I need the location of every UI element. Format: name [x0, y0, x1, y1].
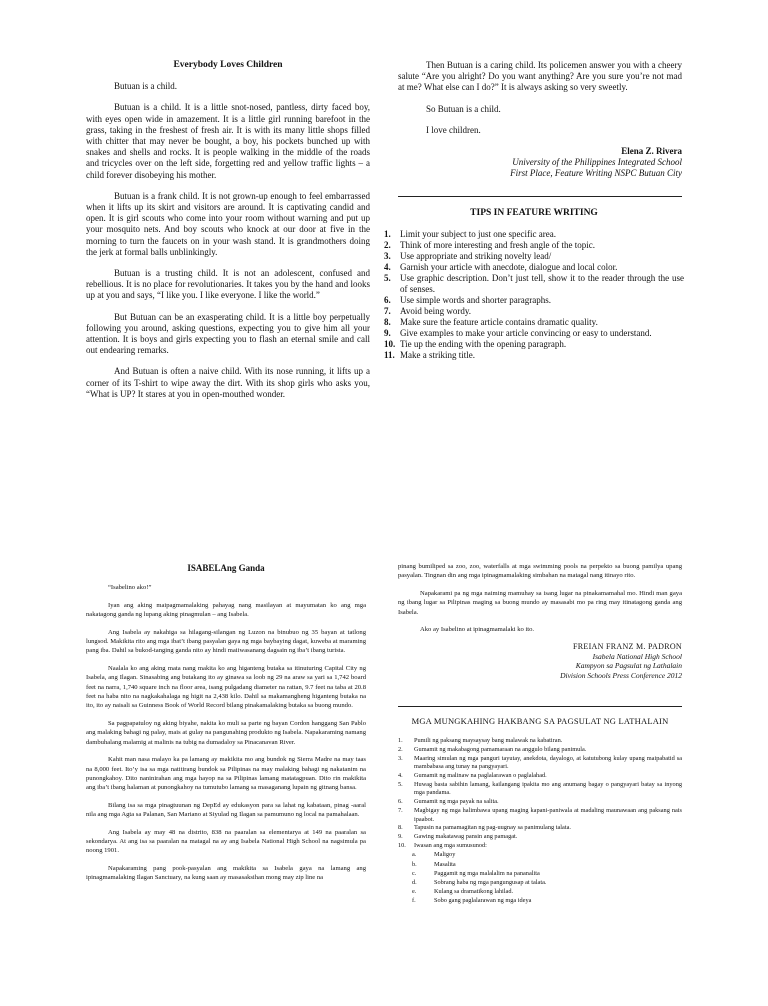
tips-list	[384, 229, 684, 361]
mungkahi-item-text: Maaring simulan ng mga panguri tayutay, anekdota, dayalogo, at katutubong kulay upang maipabatid sa mambabasa ang tunay na pangyayari.	[414, 754, 682, 771]
tip-item	[384, 240, 684, 251]
tip-item-text: Make sure the feature article contains dramatic quality.	[400, 317, 598, 328]
tip-item-number: 11.	[384, 350, 395, 361]
mungkahi-item-number: 10.	[398, 841, 406, 849]
mungkahi-sublist	[398, 850, 682, 905]
paragraph: And Butuan is often a naive child. With its nose running, it lifts up a corner of its T-shirt to wipe away the dirt. With its shop girls who asks you, “What is UP? It stares at you in open-mouthed wonder.	[86, 366, 370, 399]
mungkahi-subitem	[412, 860, 682, 869]
mungkahi-item-text: Gumamit ng mga payak na salita.	[414, 798, 499, 806]
tip-item	[384, 317, 684, 328]
paragraph: Ang Isabela ay nakahiga sa hilagang-silangan ng Luzon na binubuo ng 35 bayan at tatlong lungsod. Makikita rito ang mga ibat’t ibang pasyalan gaya ng mga baybaying dagat, kuweba at maraming pang iba. Dahil sa bukod-tanging ganda nito ay hindi maiiwasanang dagsain ng iba’t ibang turista.	[86, 628, 366, 655]
tips-section	[384, 208, 684, 361]
mungkahi-item-text: Gawing makatawag pansin ang pamagat.	[414, 832, 518, 840]
mungkahi-subitem	[412, 887, 682, 896]
paragraph: “Isabelino ako!”	[108, 584, 152, 592]
tip-item	[384, 229, 684, 240]
mungkahi-subitem	[412, 878, 682, 887]
mungkahi-subitem	[412, 896, 682, 905]
paragraph: Iyan ang aking maipagmamalaking pahayag nang masilayan at mayumatan ko ang mga nakatagong ganda ng lupang aking pinagmulan – ang Isabela.	[86, 601, 366, 619]
mungkahi-item-number: 5.	[398, 780, 403, 788]
tip-item-number: 9.	[384, 328, 391, 339]
paragraph: Napakaraming pang pook-pasyalan ang makikita sa Isabela gaya na lamang ang ipinagmamalaking Ilagan Sanctuary, na kung saan ay masasaksihan mong may zip line na	[86, 864, 366, 882]
paragraph: Bilang isa sa mga pinagtuunan ng DepEd ay edukasyon para sa lahat ng kabataan, pinag -aaral nila ang mga Agta sa Palanan, San Mariano at Siyulad ng Ilagan sa pamumuno ng local na pamahalaan.	[86, 801, 366, 819]
mungkahi-item	[398, 772, 682, 781]
mungkahi-item	[398, 755, 682, 772]
tip-item	[384, 251, 684, 262]
article-title: Everybody Loves Children	[173, 60, 283, 70]
paragraph: Ako ay Isabelino at ipinagmamalaki ko ito.	[420, 626, 535, 634]
paragraph: I love children.	[426, 124, 481, 135]
mungkahi-item-number: 6.	[398, 798, 403, 806]
mungkahi-title: MGA MUNGKAHING HAKBANG SA PAGSULAT NG LATHALAIN	[411, 716, 669, 726]
mungkahi-item-number: 9.	[398, 832, 403, 840]
mungkahi-subitem-number: f.	[412, 897, 416, 905]
article-title: ISABELAng Ganda	[187, 563, 265, 573]
mungkahi-item-text: Gumamit ng malinaw na paglalarawan o paglalahad.	[414, 772, 547, 780]
section-divider	[398, 706, 682, 707]
author-award: Kampyon sa Pagsulat ng Lathalain	[575, 661, 682, 671]
article-continuation	[398, 60, 682, 180]
tip-item-number: 2.	[384, 240, 391, 251]
tip-item-text: Tie up the ending with the opening paragraph.	[400, 339, 567, 350]
tip-item	[384, 262, 684, 273]
paragraph: Butuan is a trusting child. It is not an adolescent, confused and rebellious. It is no place for revolutionaries. It takes you by the hand and looks up at you and says, “I like you. I like everyone. I like the world.”	[86, 268, 370, 301]
mungkahi-item-number: 8.	[398, 824, 403, 832]
tips-title: TIPS IN FEATURE WRITING	[470, 208, 598, 218]
section-divider	[398, 196, 682, 197]
author-name: FREIAN FRANZ M. PADRON	[573, 642, 682, 652]
tip-item-number: 3.	[384, 251, 391, 262]
paragraph: So Butuan is a child.	[426, 103, 501, 114]
mungkahi-item	[398, 807, 682, 824]
mungkahi-item-text: Huwag basta sabihin lamang, kailangang ipakita mo ang anumang bagay o pangyayari batay sa inyong mga pandama.	[414, 780, 682, 797]
mungkahi-subitem	[412, 869, 682, 878]
paragraph: Napakarami pa ng mga naiming mamuhay sa isang lugar na pinakamamahal mo. Hindi man gaya ng ibang lugar sa Pilipinas maging sa buong mundo ay masasabi mo pa ring may itinatagong ganda ang Isabela.	[398, 589, 682, 616]
tip-item	[384, 328, 684, 339]
mungkahi-item	[398, 842, 682, 851]
mungkahi-subitem-text: Kulang sa dramatikong lahilad.	[434, 888, 514, 896]
paragraph: Butuan is a child.	[114, 81, 177, 92]
mungkahi-item-text: Magbigay ng mga halimbawa upang maging kapani-paniwala at madaling maunawaan ang paksang nais ipaabot.	[414, 806, 682, 823]
tip-item	[384, 273, 684, 295]
mungkahi-subitem-number: e.	[412, 888, 417, 896]
mungkahi-subitem-text: Sobrang haba ng mga pangungusap at talata.	[434, 878, 547, 886]
author-school: Isabela National High School	[592, 651, 682, 661]
mungkahi-subitem-number: d.	[412, 878, 417, 886]
mungkahi-item-number: 1.	[398, 737, 403, 745]
tip-item-text: Use appropriate and striking novelty lead/	[400, 251, 552, 262]
mungkahi-item	[398, 781, 682, 798]
mungkahi-item	[398, 737, 682, 746]
tip-item-text: Make a striking title.	[400, 350, 475, 361]
paragraph: Sa pagpapatuloy ng aking biyahe, nakita ko muli sa parte ng bayan Cordon hanggang San Pablo ang malaking bahagi ng palay, mais at gulay na pangunahing produkto ng Isabela. Napakaraming namang dambuhalang malamig at malinis na tubig na dumadaloy sa Pinacanavan River.	[86, 719, 366, 746]
mungkahi-item	[398, 824, 682, 833]
tip-item	[384, 306, 684, 317]
mungkahi-item-number: 4.	[398, 772, 403, 780]
article-isabela-continuation	[398, 562, 682, 680]
mungkahi-item	[398, 798, 682, 807]
author-event: Division Schools Press Conference 2012	[560, 670, 682, 680]
mungkahi-item-text: Iwasan ang mga sumusunod:	[414, 841, 487, 849]
mungkahi-subitem-number: a.	[412, 851, 417, 859]
tip-item-text: Garnish your article with anecdote, dialogue and local color.	[400, 262, 618, 273]
tip-item-text: Give examples to make your article convincing or easy to understand.	[400, 328, 652, 339]
tip-item-text: Limit your subject to just one specific area.	[400, 229, 556, 240]
mungkahi-item-number: 2.	[398, 745, 403, 753]
mungkahi-subitem-number: c.	[412, 869, 417, 877]
tip-item-number: 5.	[384, 273, 391, 284]
tip-item-number: 6.	[384, 295, 391, 306]
mungkahi-subitem-text: Maligoy	[434, 851, 456, 859]
author-name: Elena Z. Rivera	[621, 146, 682, 157]
tip-item-number: 10.	[384, 339, 396, 350]
mungkahi-item-number: 7.	[398, 806, 403, 814]
mungkahi-subitem	[412, 850, 682, 859]
mungkahi-subitem-text: Paggamit ng mga malalalim na pananalita	[434, 869, 540, 877]
mungkahi-subitem-number: b.	[412, 860, 417, 868]
mungkahi-item-text: Gumamit ng makabagong pamamaraan na anggulo bilang panimula.	[414, 745, 587, 753]
paragraph: pinang bumiliped sa zoo, zoo, waterfalls at mga swimming pools na perpekto sa buong pamilya upang pasyalan. Tingnan din ang mga ipinagmamalaking simbahan na matagal nang itinayo rito.	[398, 563, 682, 580]
paragraph: Butuan is a child. It is a little snot-nosed, pantless, dirty faced boy, with eyes open wide in amazement. It is a little girl running barefoot in the grass, taking in the freshest of fresh air. It is with its many little shops filled with chitter that may never be bought, a boy, his pockets bunched up with snakes and shells and rocks. It is people walking in the middle of the roads and tricycles over on the left side, forgetting red and yellow traffic lights – a child forever disobeying his mother.	[86, 102, 370, 180]
article-isabela	[86, 564, 366, 891]
tip-item	[384, 350, 684, 361]
paragraph: Kahit man nasa malayo ka pa lamang ay makikita mo ang bundok ng Sierra Madre na may taas na 8,000 feet. Ito’y isa sa mga natitirang bundok sa Pilipinas na may malaking bahagi ng nakatanim na punongkahoy. Dito naninirahan ang mga hayop na sa Pilipinas lamang matatagpuan. Dito rin makikita ang iba’t ibang halaman at punongkahoy na tumutubo lamang sa masaganang lupain ng gitnang bansa.	[86, 756, 366, 792]
mungkahi-item	[398, 833, 682, 842]
mungkahi-section	[398, 716, 682, 906]
tip-item-number: 8.	[384, 317, 391, 328]
author-school: University of the Philippines Integrated School	[512, 157, 682, 168]
tip-item-number: 7.	[384, 306, 391, 317]
mungkahi-subitem-text: Sobo gang paglalarawan ng mga ideya	[434, 897, 532, 905]
mungkahi-list	[398, 737, 682, 850]
tip-item	[384, 339, 684, 350]
mungkahi-item	[398, 746, 682, 755]
article-everybody-loves-children	[86, 60, 370, 410]
tip-item-text: Avoid being wordy.	[400, 306, 471, 317]
paragraph: Butuan is a frank child. It is not grown-up enough to feel embarrassed when it lifts up its skirt and visitors are around. It is captivating candid and open. It is girl scouts who come into your room without warning and put up your mosquito nets. And boy scouts who knock at our door at five in the morning to turn the faucets on in your wash stand. It is grandmothers doing the jerk at formal balls unblinkingly.	[86, 190, 370, 257]
mungkahi-subitem-text: Masalita	[434, 860, 456, 868]
mungkahi-item-number: 3.	[398, 754, 403, 762]
mungkahi-item-text: Pumili ng paksang maysaysay bang malawak na kabatiran.	[414, 737, 563, 745]
paragraph: Then Butuan is a caring child. Its policemen answer you with a cheery salute “Are you alright? Do you want anything? Are you sure you’re not mad at me? What else can I do?” It is always asking so very sweetly.	[398, 60, 682, 93]
paragraph: But Butuan can be an exasperating child. It is a little boy perpetually following you around, asking questions, expecting you to give him all your attention. It is boys and girls expecting you to flash an eternal smile and call out endearing remarks.	[86, 311, 370, 356]
tip-item	[384, 295, 684, 306]
tip-item-number: 1.	[384, 229, 391, 240]
tip-item-text: Use graphic description. Don’t just tell, show it to the reader through the use of senses.	[400, 273, 684, 295]
tip-item-number: 4.	[384, 262, 391, 273]
tip-item-text: Think of more interesting and fresh angle of the topic.	[400, 240, 595, 251]
paragraph: Ang Isabela ay may 48 na distrito, 838 na paaralan sa elementarya at 149 na paaralan sa sekondarya. At ang isa sa paaralan na matagal na ay ang Isabela National High School na nagsimula pa noong 1901.	[86, 828, 366, 855]
tip-item-text: Use simple words and shorter paragraphs.	[400, 295, 551, 306]
author-award: First Place, Feature Writing NSPC Butuan City	[510, 168, 682, 179]
paragraph: Naalala ko ang aking mata nang makita ko ang higanteng butaka sa itinuturing Capital City ng Isabela, ang Ilagan. Sinasabing ang butakang ito ay ginawa sa loob ng 29 na araw sa yari sa 1,742 board feet na narra, 1,740 square inch na floor area, isang pulgadang diameter na rattan, 9.7 feet na taba at 20.8 feet na haba nito na nagkakahalaga ng higit na 2,438 kilo. Dahil sa makamangheng higanteng butaka na ito, ito ay naisali sa Guinness Book of World Record bilang pinakamalaking butaka sa buong mundo.	[86, 664, 366, 710]
mungkahi-item-text: Tapusin na pamamagitan ng pag-uugnay sa panimulang talata.	[414, 824, 571, 832]
